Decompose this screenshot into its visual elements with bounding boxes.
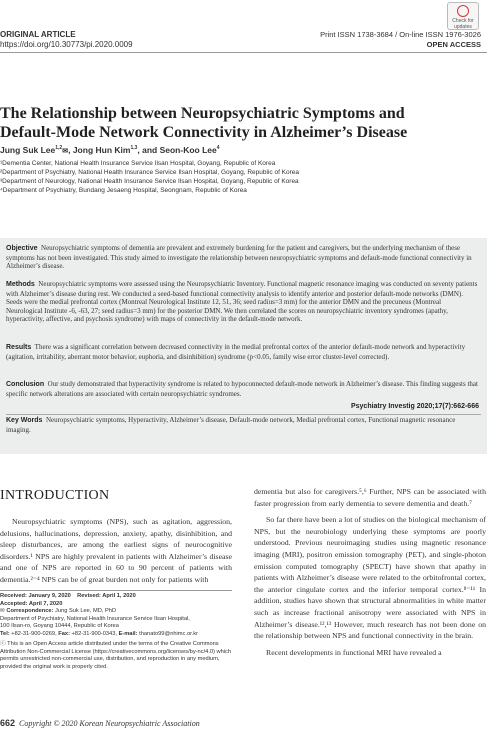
paragraph: dementia but also for caregivers.⁵,⁶ Further, NPS can be associated with faster progression from early dementia to severe dementia and death.⁷	[254, 487, 486, 508]
issn-block	[320, 30, 481, 50]
abstract-methods	[6, 280, 478, 324]
affiliation: ⁴Department of Psychiatry, Bundang Jesaeng Hospital, Seongnam, Republic of Korea	[0, 187, 247, 194]
journal-citation: Psychiatry Investig 2020;17(7):662-666	[350, 403, 479, 410]
header-divider	[0, 52, 487, 53]
left-column	[0, 516, 232, 586]
tel-value: +82-31-900-0269,	[11, 630, 57, 637]
update-icon	[457, 5, 469, 17]
author-2: Jong Hun Kim	[72, 145, 131, 155]
received-date: Received: January 9, 2020	[0, 593, 71, 599]
paper-title	[0, 104, 470, 142]
correspondence-line	[0, 608, 232, 616]
article-footnotes	[0, 593, 232, 671]
author-1: Jung Suk Lee	[0, 145, 56, 155]
author-3: Seon-Koo Lee	[159, 145, 217, 155]
author-3-affil: 4	[216, 145, 220, 152]
abstract-box	[0, 238, 487, 454]
accepted-date: Accepted: April 7, 2020	[0, 600, 63, 607]
correspondence-name: Jung Suk Lee, MD, PhD	[55, 608, 117, 614]
correspondence-address-1: Department of Psychiatry, National Health Insurance Service Ilsan Hospital,	[0, 615, 190, 622]
badge-label: Check for updates	[452, 18, 474, 30]
correspondence-icon: ✉	[0, 608, 5, 614]
revised-date: Revised: April 1, 2020	[77, 593, 136, 599]
affiliation: ¹Dementia Center, National Health Insurance Service Ilsan Hospital, Goyang, Republic of Korea	[0, 160, 276, 167]
open-access-icon: ⓒ	[0, 641, 6, 647]
methods-heading: Methods	[6, 281, 35, 288]
copyright-line: Copyright © 2020 Korean Neuropsychiatric Association	[19, 719, 200, 728]
issn-text: Print ISSN 1738-3684 / On-line ISSN 1976-3026	[320, 30, 481, 39]
article-type-label: ORIGINAL ARTICLE	[0, 30, 76, 39]
email-value[interactable]: thanato99@nhimc.or.kr	[139, 630, 199, 637]
footnote-divider	[0, 590, 232, 591]
objective-heading: Objective	[6, 245, 38, 252]
results-text: There was a significant correlation between decreased connectivity in the medial prefrontal cortex of the anterior default-mode network and hyperactivity (agitation, irritability, aberrant motor behavior, euphoria, and disinhibition) syndrome (p<0.05, family wise error cluster-level corrected).	[6, 343, 466, 361]
keywords-text: Neuropsychiatric symptoms, Hyperactivity, Alzheimer’s disease, Default-mode network, Medial prefrontal cortex, Functional magnetic resonance imaging.	[6, 416, 456, 434]
right-column	[254, 486, 486, 658]
author-2-affil: 1,3	[130, 145, 138, 152]
correspondence-label: Correspondence:	[6, 608, 54, 614]
abstract-conclusion	[6, 380, 478, 398]
dates-line	[0, 593, 232, 601]
abstract-objective	[6, 244, 478, 271]
paragraph: Neuropsychiatric symptoms (NPS), such as agitation, aggression, delusions, hallucinations, depression, anxiety, apathy, disinhibition, and sleep disturbances, are among the earliest signs of neurocognitive disorders.¹ NPS are highly prevalent in patients with Alzheimer’s disease and one of NPS are reported in 60 to 90 percent of patients with dementia.²⁻⁴ NPS can be of great burden not only for patients with	[0, 517, 232, 584]
contact-line	[0, 631, 232, 639]
article-header	[0, 30, 133, 50]
abstract-results	[6, 343, 478, 361]
conclusion-text: Our study demonstrated that hyperactivity syndrome is related to hypoconnected default-mode network in Alzheimer’s disease. This finding suggests that specific network alterations are associated with certain neuropsychiatric syndromes.	[6, 380, 478, 398]
section-heading-introduction: INTRODUCTION	[0, 488, 110, 503]
license-text	[0, 641, 232, 671]
affiliation: ³Department of Neurology, National Health Insurance Service Ilsan Hospital, Goyang, Republic of Korea	[0, 178, 299, 185]
license-body: This is an Open Access article distributed under the terms of the Creative Commons Attribution Non-Commercial License (https://creativecommons.org/licenses/by-nc/4.0) which permits unrestricted non-commercial use, distribution, and reproduction in any medium, provided the original work is properly cited.	[0, 641, 232, 670]
correspondence-address-2: 100 Ilsan-ro, Goyang 10444, Republic of Korea	[0, 623, 119, 629]
page-number: 662	[0, 718, 16, 728]
author-1-affil: 1,2	[55, 145, 63, 152]
results-heading: Results	[6, 344, 32, 351]
keywords-divider	[6, 414, 481, 415]
tel-label: Tel:	[0, 630, 10, 637]
paragraph: So far there have been a lot of studies on the biological mechanism of NPS, but the neurobiology underlying these symptoms are poorly understood. Previous neuroimaging studies using magnetic resonance imaging (MRI), positron emission tomography (PET), and single-photon emission computed tomography (SPECT) have shown that apathy in patients with Alzheimer’s disease were related to the orbitofrontal cortex, the anterior cingulate cortex and the inferior temporal cortex.⁸⁻¹¹ In addition, studies have shown that structural abnormalities in white matter such as increase fractional anisotropy were associated with NPS in Alzheimer’s disease.¹²,¹³ However, much research has not been done on the relationship between NPS and functional connectivity in the brain.	[254, 515, 486, 641]
abstract-keywords	[6, 416, 478, 434]
fax-value: +82-31-900-0343,	[71, 630, 117, 637]
conclusion-heading: Conclusion	[6, 381, 45, 388]
email-icon[interactable]: ✉	[62, 148, 69, 155]
title-line-1: The Relationship between Neuropsychiatric Symptoms and	[0, 105, 405, 122]
check-for-updates-badge[interactable]	[447, 2, 479, 30]
paragraph: Recent developments in functional MRI have revealed a	[266, 647, 442, 657]
affiliation: ²Department of Psychiatry, National Health Insurance Service Ilsan Hospital, Goyang, Republic of Korea	[0, 169, 300, 176]
affiliation-list	[0, 159, 299, 195]
objective-text: Neuropsychiatric symptoms of dementia are prevalent and extremely burdening for the patient and caregivers, but the underlying mechanism of these symptoms has not been investigated. This study aimed to investigate the relationship between neuropsychiatric symptoms and default-mode functional connectivity in Alzheimer’s disease.	[6, 244, 472, 270]
fax-label: Fax:	[58, 630, 70, 637]
open-access-label: OPEN ACCESS	[426, 40, 481, 49]
email-label: E-mail:	[118, 630, 138, 637]
keywords-heading: Key Words	[6, 417, 43, 424]
author-sep: , and	[137, 145, 160, 155]
title-line-2: Default-Mode Network Connectivity in Alzheimer’s Disease	[0, 124, 408, 141]
doi-link[interactable]: https://doi.org/10.30773/pi.2020.0009	[0, 40, 133, 49]
author-sep: ,	[68, 145, 73, 155]
author-list	[0, 145, 220, 155]
methods-text: Neuropsychiatric symptoms were assessed using the Neuropsychiatric Inventory. Functional magnetic resonance imaging was conducted on seventy patients with Alzheimer’s disease during rest. We conducted a seed-based functional connectivity analysis to identify anterior and posterior default-mode networks (DMN). Seeds were the medial prefrontal cortex (Montreal Neurological Institute 12, 51, 36; seed radius=3 mm) for the anterior DMN and the precuneus (Montreal Neurological Institute -6, -63, 27; seed radius=3 mm) for the posterior DMN. We then correlated the scores on neuropsychiatric inventory syndromes (apathy, hyperactivity, affective, and psychosis syndrome) with maps of connectivity in the default-mode network.	[6, 280, 478, 323]
page-footer	[0, 718, 200, 728]
